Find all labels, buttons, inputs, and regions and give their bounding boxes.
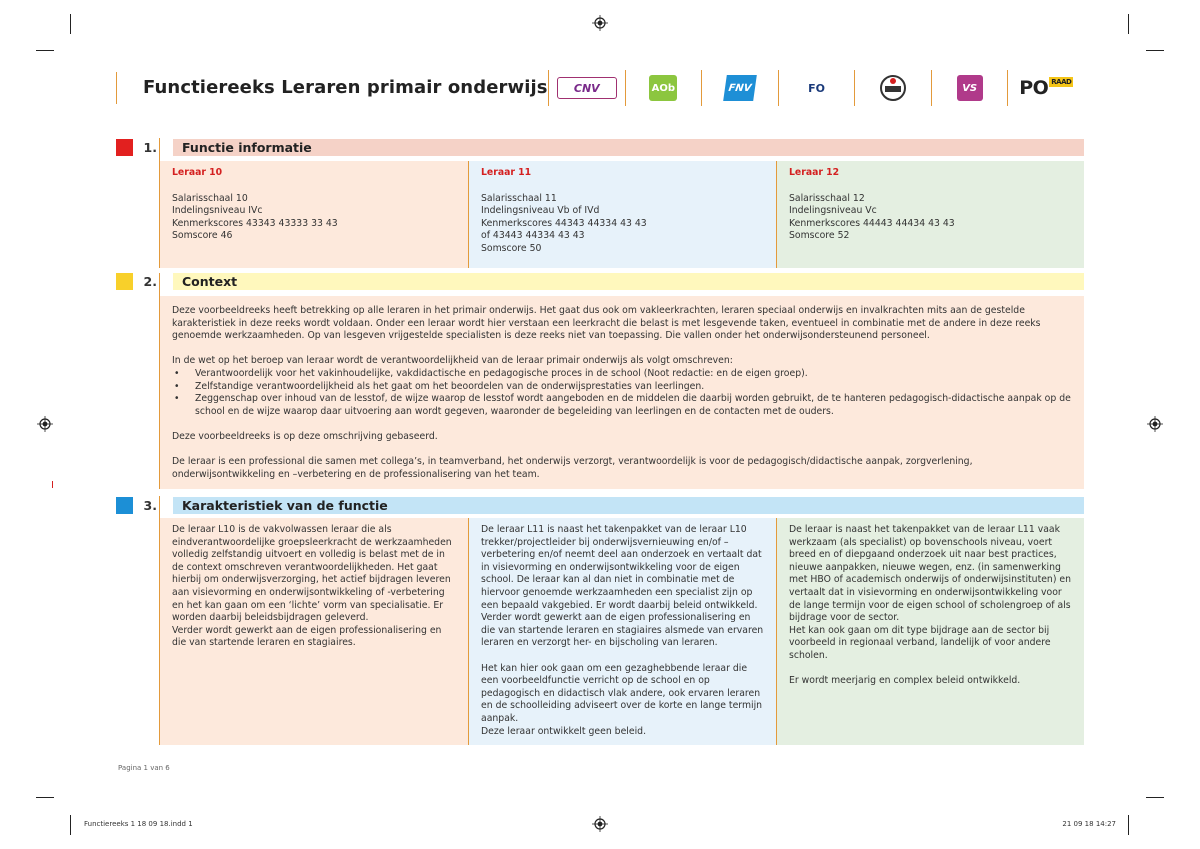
info-line: Indelingsniveau Vc — [789, 205, 877, 217]
context-bullet-list — [172, 368, 1072, 418]
info-line: of 43443 44334 43 43 — [481, 230, 585, 242]
context-paragraph: In de wet op het beroep van leraar wordt de verantwoordelijkheid van de leraar primair onderwijs als volgt omschreven: — [172, 355, 733, 367]
logo-vs: VS — [931, 70, 1008, 106]
context-paragraph: Deze voorbeeldreeks is op deze omschrijving gebaseerd. — [172, 430, 438, 442]
context-body — [160, 296, 1084, 489]
info-line: Indelingsniveau Vb of IVd — [481, 205, 600, 217]
section-marker — [116, 273, 133, 290]
column-paragraph: De leraar L10 is de vakvolwassen leraar die als eindverantwoordelijke groepsleerkracht de werkzaamheden volledig zelfstandig uitvoert en volledig is belast met de in de context omschreven verantwoordelijkheden. Het gaat hierbij om onderwijsverzorging, het actief bijdragen leveren aan visievorming en onderwijsontwikkeling of -verbetering en het kan gaan om een ‘lichte’ vorm van specialisatie. Er worden daarbij beleidsbijdragen geleverd. — [172, 524, 452, 624]
crop-mark — [52, 481, 53, 488]
functie-info-columns — [160, 161, 1084, 268]
crop-mark — [70, 14, 71, 34]
logo-fnv: FNV — [701, 70, 778, 106]
list-item: • Zelfstandige verantwoordelijkheid als het gaat om het beoordelen van de onderwijsprestaties van leerlingen. — [172, 381, 1072, 394]
column-paragraph: Het kan ook gaan om dit type bijdrage aan de sector bij voorbeeld in regionaal verband, landelijk of voor andere scholen. — [789, 624, 1051, 661]
section-title: Context — [173, 273, 1084, 290]
context-paragraph: De leraar is een professional die samen met collega’s, in teamverband, het onderwijs verzorgt, verantwoordelijk is voor de pedagogisch/didactische aanpak, zorgverlening, onderwijsontwikkeling en –verbetering en de professionalisering van het team. — [172, 456, 973, 480]
context-paragraph: Deze voorbeeldreeks heeft betrekking op alle leraren in het primair onderwijs. Het gaat dus ook om vakleerkrachten, leraren speciaal onderwijs en invalkrachten mits aan de gestelde karakteristiek in deze reeks wordt voldaan. Onder een leraar wordt hier verstaan een leerkracht die belast is met lesgevende taken, eventueel in combinatie met de andere in deze reeks genoemde werkzaamheden. Op van lesgeven vrijgestelde specialisten is deze reeks niet van toepassing. Die vallen onder het onderwijsondersteunend personeel. — [172, 305, 1041, 342]
registration-mark-icon — [37, 416, 53, 432]
column-heading: Leraar 12 — [789, 167, 840, 178]
union-badge-icon — [879, 74, 907, 102]
info-line: Somscore 46 — [172, 230, 233, 242]
registration-mark-icon — [592, 15, 608, 31]
column-paragraph: De leraar is naast het takenpakket van de leraar L11 vaak werkzaam (als specialist) op bovenschools niveau, voert breed en of diepgaand onderzoek uit naar best practices, nieuwe aanpakken, nieuwe wegen, enz. (in samenwerking met HBO of academisch onderwijs of onderwijsinstituten) en vertaalt dat in visievorming en onderwijsontwikkeling voor de lange termijn voor de eigen school of scholengroep of als bijdrage voor de sector. — [789, 524, 1072, 624]
section-number: 2. — [143, 274, 157, 289]
print-slug-file: Functiereeks 1 18 09 18.indd 1 — [84, 820, 193, 828]
section-marker — [116, 139, 133, 156]
column-paragraph: Het kan hier ook gaan om een gezaghebbende leraar die een voorbeeldfunctie verricht op de school en op pedagogisch en didactisch vlak andere, ook ervaren leraren en de schoolleiding adviseert over de korte en lange termijn aanpak. — [481, 662, 763, 724]
karakteristiek-column-l11 — [468, 518, 776, 745]
section-title: Karakteristiek van de functie — [173, 497, 1084, 514]
section-number: 1. — [143, 140, 157, 155]
info-line: Salarisschaal 10 — [172, 192, 248, 204]
header-rule — [116, 72, 117, 104]
logo-cnv: CNV — [548, 70, 625, 106]
info-column-leraar-10 — [160, 161, 468, 268]
print-slug-date: 21 09 18 14:27 — [1062, 820, 1116, 828]
karakteristiek-column-l12 — [776, 518, 1084, 745]
info-line: Somscore 50 — [481, 242, 542, 254]
page-title: Functiereeks Leraren primair onderwijs — [143, 77, 548, 98]
section-number: 3. — [143, 498, 157, 513]
logo-poraad: PO RAAD — [1007, 70, 1084, 106]
logo-aob: AOb — [625, 70, 702, 106]
info-column-leraar-12 — [776, 161, 1084, 268]
logo-strip — [548, 70, 1084, 106]
section-header-karakteristiek — [116, 497, 1084, 514]
list-item: • Verantwoordelijk voor het vakinhoudelijke, vakdidactische en pedagogische proces in de school (Noot redactie: en de eigen groep). — [172, 368, 1072, 381]
crop-mark — [36, 797, 54, 798]
column-paragraph: Verder wordt gewerkt aan de eigen professionalisering en die van startende leraren en stagiaires. — [172, 624, 442, 649]
info-line: Salarisschaal 11 — [481, 192, 557, 204]
column-heading: Leraar 11 — [481, 167, 532, 178]
info-line: Somscore 52 — [789, 230, 850, 242]
info-line: Kenmerkscores 44343 44334 43 43 — [481, 217, 647, 229]
column-paragraph: Deze leraar ontwikkelt geen beleid. — [481, 725, 647, 737]
column-heading: Leraar 10 — [172, 167, 223, 178]
crop-mark — [1128, 14, 1129, 34]
info-line: Salarisschaal 12 — [789, 192, 865, 204]
logo-fvov: FO — [778, 70, 855, 106]
column-paragraph: Er wordt meerjarig en complex beleid ontwikkeld. — [789, 675, 1021, 687]
crop-mark — [36, 50, 54, 51]
section-marker — [116, 497, 133, 514]
registration-mark-icon — [592, 816, 608, 832]
column-paragraph: De leraar L11 is naast het takenpakket van de leraar L10 trekker/projectleider bij onderwijsvernieuwing en/of –verbetering en/of neemt deel aan onderzoek en vertaalt dat in visievorming en onderwijsontwikkeling voor de eigen school. De leraar kan al dan niet in combinatie met de hiervoor genoemde werkzaamheden een specialist zijn op een bepaald vakgebied. Er wordt daarbij beleid ontwikkeld. Verder wordt gewerkt aan de eigen professionalisering en die van startende leraren en stagiaires alsmede van ervaren leraren en verzorgt her- en bijscholing van leraren. — [481, 524, 764, 649]
page-number: Pagina 1 van 6 — [118, 764, 170, 772]
karakteristiek-columns — [160, 518, 1084, 745]
logo-cmhf — [854, 70, 931, 106]
section-title: Functie informatie — [173, 139, 1084, 156]
crop-mark — [1146, 797, 1164, 798]
list-item: • Zeggenschap over inhoud van de lesstof, de wijze waarop de lesstof wordt aangeboden en de middelen die daarbij worden gebruikt, de te hanteren pedagogisch-didactische aanpak op de school en de wijze waarop daar uitvoering aan wordt gegeven, waaronder de begeleiding van leerlingen en de contacten met de ouders. — [172, 393, 1072, 418]
crop-mark — [1146, 50, 1164, 51]
section-header-context — [116, 273, 1084, 290]
info-column-leraar-11 — [468, 161, 776, 268]
registration-mark-icon — [1147, 416, 1163, 432]
section-header-functie-informatie — [116, 139, 1084, 156]
karakteristiek-column-l10 — [160, 518, 468, 745]
info-line: Kenmerkscores 44443 44434 43 43 — [789, 217, 955, 229]
info-line: Indelingsniveau IVc — [172, 205, 263, 217]
crop-mark — [70, 815, 71, 835]
info-line: Kenmerkscores 43343 43333 33 43 — [172, 217, 338, 229]
crop-mark — [1128, 815, 1129, 835]
